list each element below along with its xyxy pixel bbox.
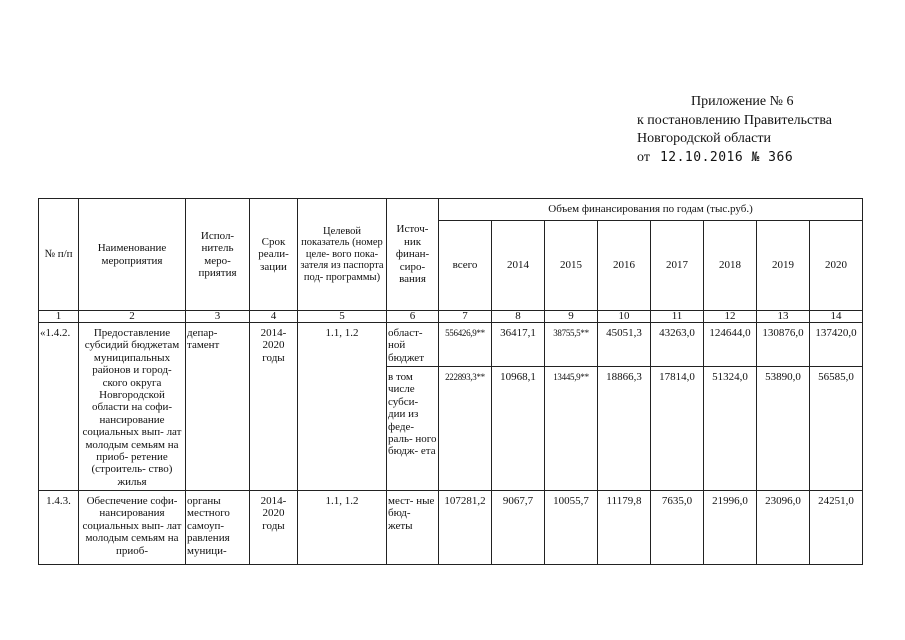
row-value: 18866,3 (598, 367, 651, 491)
header-row-group (39, 199, 863, 221)
header-name: Наименование мероприятия (79, 199, 186, 311)
row-value: 137420,0 (810, 323, 863, 367)
column-index: 9 (545, 311, 598, 323)
header-year: 2015 (545, 221, 598, 311)
column-index: 8 (492, 311, 545, 323)
column-index: 10 (598, 311, 651, 323)
row-total: 222893,3** (439, 367, 492, 491)
row-name (79, 491, 186, 565)
appendix-from-label: от (637, 149, 650, 165)
row-value: 17814,0 (651, 367, 704, 491)
column-index: 11 (651, 311, 704, 323)
header-executor: Испол- нитель меро- приятия (186, 199, 250, 311)
column-index: 2 (79, 311, 186, 323)
row-term: 2014- 2020 годы (250, 323, 298, 491)
row-target: 1.1, 1.2 (298, 323, 387, 491)
row-total: 556426,9** (439, 323, 492, 367)
row-value: 124644,0 (704, 323, 757, 367)
row-value: 21996,0 (704, 491, 757, 565)
row-term: 2014- 2020 годы (250, 491, 298, 565)
header-year: 2016 (598, 221, 651, 311)
row-source: в том числе субси- дии из феде- раль- ного бюдж- ета (387, 367, 439, 491)
column-index: 1 (39, 311, 79, 323)
column-index: 6 (387, 311, 439, 323)
row-name-text: Обеспечение софи- нансирования социальных вып- лат молодым семьям на приоб- (82, 495, 182, 557)
column-index: 13 (757, 311, 810, 323)
row-value: 36417,1 (492, 323, 545, 367)
header-total: всего (439, 221, 492, 311)
row-name-text: Предоставление субсидий бюджетам муниципальных районов и город- ского округа Новгородской области на софи- нансирование социальных вып- лат молодым семьям на приоб- ретение (строитель- ство) жилья (82, 327, 182, 488)
row-value: 56585,0 (810, 367, 863, 491)
row-value: 38755,5** (545, 323, 598, 367)
appendix-resolution-line: к постановлению Правительства (637, 112, 833, 128)
header-year: 2017 (651, 221, 704, 311)
row-value: 7635,0 (651, 491, 704, 565)
row-source: област- ной бюджет (387, 323, 439, 367)
row-value: 10055,7 (545, 491, 598, 565)
appendix-date-number: 12.10.2016 № 366 (659, 149, 794, 165)
appendix-header (637, 93, 832, 167)
row-value: 51324,0 (704, 367, 757, 491)
row-target: 1.1, 1.2 (298, 491, 387, 565)
header-year: 2020 (810, 221, 863, 311)
row-executor: депар- тамент (186, 323, 250, 491)
row-value: 11179,8 (598, 491, 651, 565)
column-index: 3 (186, 311, 250, 323)
header-target: Целевой показатель (номер целе- вого пока- зателя из паспорта под- программы) (298, 199, 387, 311)
table-row (39, 323, 863, 367)
appendix-date-line (637, 149, 832, 168)
row-value: 10968,1 (492, 367, 545, 491)
header-source: Источ- ник финан- сиро- вания (387, 199, 439, 311)
header-year: 2019 (757, 221, 810, 311)
header-num: № п/п (39, 199, 79, 311)
header-term: Срок реали- зации (250, 199, 298, 311)
column-index: 14 (810, 311, 863, 323)
column-index: 5 (298, 311, 387, 323)
row-name (79, 323, 186, 491)
appendix-title: Приложение № 6 (691, 94, 794, 109)
header-year: 2014 (492, 221, 545, 311)
column-index-row (39, 311, 863, 323)
funding-table (38, 198, 863, 565)
row-total: 107281,2 (439, 491, 492, 565)
row-source: мест- ные бюд- жеты (387, 491, 439, 565)
row-value: 130876,0 (757, 323, 810, 367)
row-value: 43263,0 (651, 323, 704, 367)
row-value: 23096,0 (757, 491, 810, 565)
column-index: 12 (704, 311, 757, 323)
column-index: 7 (439, 311, 492, 323)
row-value: 13445,9** (545, 367, 598, 491)
row-value: 53890,0 (757, 367, 810, 491)
row-executor: органы местного самоуп- равления муници- (186, 491, 250, 565)
row-num: 1.4.3. (39, 491, 79, 565)
row-num: «1.4.2. (39, 323, 79, 491)
table-row (39, 491, 863, 565)
header-funding-group: Объем финансирования по годам (тыс.руб.) (439, 199, 863, 221)
appendix-region-line: Новгородской области (637, 131, 771, 146)
header-year: 2018 (704, 221, 757, 311)
row-value: 24251,0 (810, 491, 863, 565)
column-index: 4 (250, 311, 298, 323)
row-value: 9067,7 (492, 491, 545, 565)
row-value: 45051,3 (598, 323, 651, 367)
